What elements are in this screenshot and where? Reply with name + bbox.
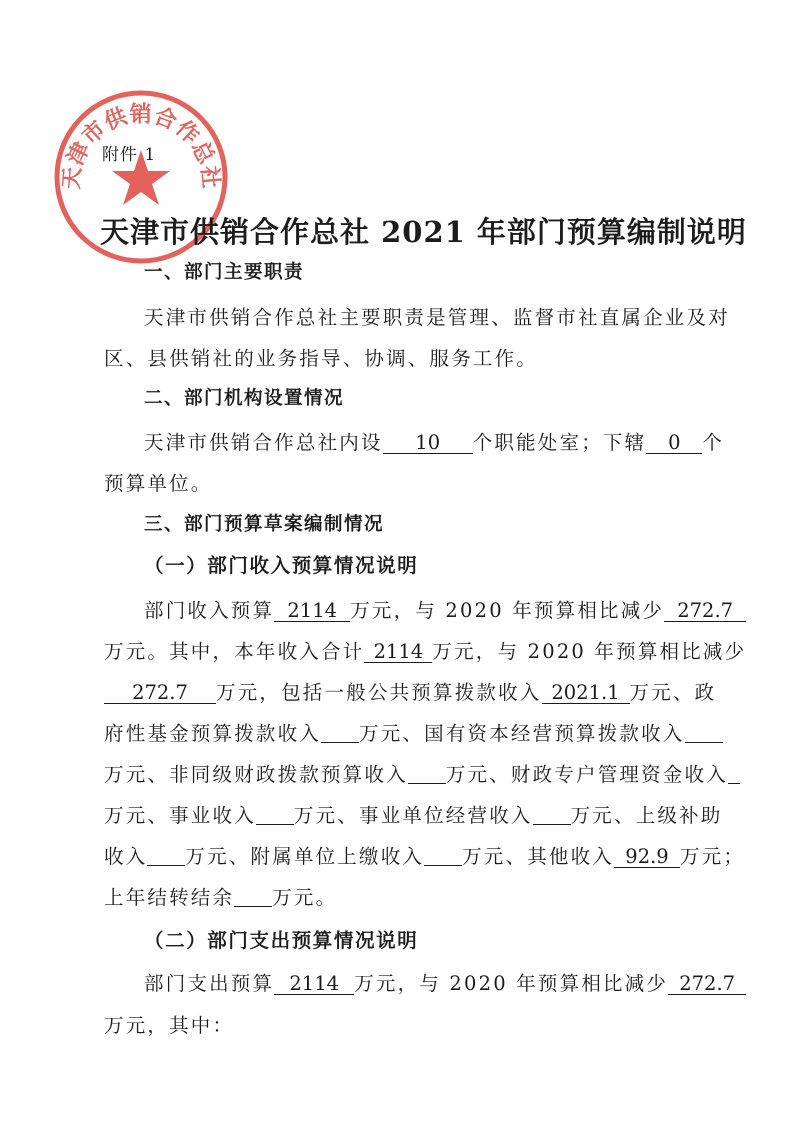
income-line1: [144, 595, 734, 623]
income-text: 收入: [104, 845, 148, 868]
income-text: 万元、事业单位经营收入: [293, 804, 533, 827]
blank-field: [685, 723, 723, 744]
income-text: 部门收入预算: [144, 599, 275, 622]
income-text: 万元、其他收入: [462, 845, 615, 868]
income-text: 万元、非同级财政拨款预算收入: [104, 763, 408, 786]
section3-heading: 三、部门预算草案编制情况: [144, 514, 385, 535]
income-line3: [104, 677, 724, 705]
section2-heading: 二、部门机构设置情况: [144, 388, 345, 409]
blank-field: [533, 805, 571, 826]
blank-field: [256, 805, 294, 826]
section1-paragraph-line2: 区、县供销社的业务指导、协调、服务工作。: [104, 347, 539, 370]
income-line5: [104, 759, 728, 787]
section2-paragraph-line1: [144, 427, 724, 455]
income-text: 府性基金预算拨款收入: [104, 722, 322, 745]
income-text: 上年结转结余: [104, 886, 235, 909]
seal-text: 天津市供销合作总社: [59, 102, 223, 191]
section1-paragraph-line1: 天津市供销合作总社主要职责是管理、监督市社直属企业及对: [144, 306, 730, 329]
blank-field: [728, 764, 740, 785]
section2-suffix: 个: [702, 431, 725, 454]
income-subsection-heading: （一）部门收入预算情况说明: [144, 554, 419, 577]
departments-count: 10: [383, 433, 473, 454]
current-income-decrease-value: 272.7: [104, 683, 216, 704]
expenditure-line1: [144, 968, 736, 996]
blank-field: [234, 887, 272, 908]
units-count: 0: [646, 433, 702, 454]
expenditure-budget-value: 2114: [274, 974, 354, 995]
section2-paragraph-line2: 预算单位。: [104, 472, 213, 495]
expenditure-text: 部门支出预算: [144, 972, 275, 995]
income-decrease-value: 272.7: [664, 601, 746, 622]
section2-prefix: 天津市供销合作总社内设: [144, 431, 383, 454]
income-text: 万元，与 2020 年预算相比减少: [432, 640, 747, 663]
expenditure-subsection-heading: （二）部门支出预算情况说明: [144, 929, 419, 952]
blank-field: [424, 846, 462, 867]
expenditure-text: 万元，与 2020 年预算相比减少: [354, 972, 669, 995]
income-text: 万元、财政专户管理资金收入: [445, 763, 728, 786]
income-text: 万元。其中，本年收入合计: [104, 640, 365, 663]
income-line7: [104, 841, 746, 869]
document-title: 天津市供销合作总社 2021 年部门预算编制说明: [100, 215, 747, 249]
income-text: 万元、国有资本经营预算拨款收入: [359, 722, 685, 745]
income-text: 万元、附属单位上缴收入: [185, 845, 425, 868]
attachment-label: 附件 1: [102, 145, 157, 165]
income-line6: [104, 800, 724, 828]
income-line8: [104, 882, 724, 910]
income-text: 万元、政: [629, 681, 717, 704]
income-text: 万元，与 2020 年预算相比减少: [350, 599, 665, 622]
income-text: 万元、上级补助: [570, 804, 723, 827]
blank-field: [321, 723, 359, 744]
expenditure-decrease-value: 272.7: [668, 974, 746, 995]
section2-mid: 个职能处室；下辖: [472, 431, 647, 454]
income-text: 万元。: [272, 886, 338, 909]
income-text: 万元；: [680, 845, 746, 868]
other-income-value: 92.9: [614, 847, 680, 868]
income-text: 万元、事业收入: [104, 804, 256, 827]
income-line4: [104, 718, 724, 746]
general-public-budget-value: 2021.1: [542, 683, 630, 704]
income-text: 万元，包括一般公共预算拨款收入: [216, 681, 542, 704]
income-line2: [104, 636, 747, 664]
section1-heading: 一、部门主要职责: [144, 262, 305, 283]
current-income-total-value: 2114: [364, 642, 432, 663]
income-budget-value: 2114: [274, 601, 350, 622]
blank-field: [408, 764, 446, 785]
expenditure-line2: 万元，其中：: [104, 1014, 235, 1037]
blank-field: [147, 846, 185, 867]
